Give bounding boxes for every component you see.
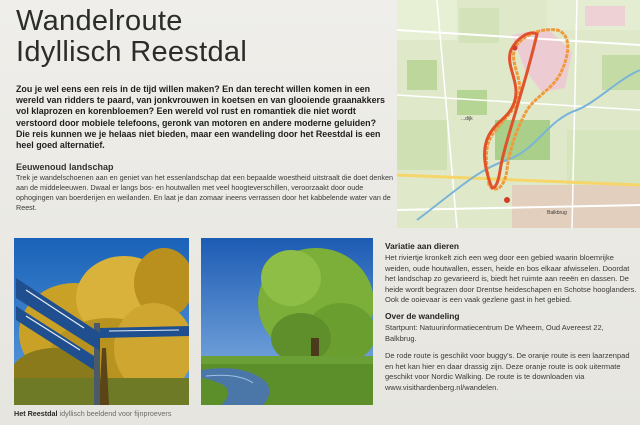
right-column [385, 241, 637, 394]
title-line-1: Wandelroute [16, 5, 183, 37]
section-body-landschap: Trek je wandelschoenen aan en geniet van het essenlandschap dat een bepaalde woestheid uitstraalt die doet denken aan de middeleeuwen. Dwaal er langs bos- en houtwallen met veel hoogteverschillen, veroorzaakt door oude ophogingen van boerderijen en weilanden. En laat je dan zomaar ineens verrassen door het kabbelende water van de Reest. [16, 173, 393, 212]
section-heading-landschap: Eeuwenoud landschap [16, 162, 114, 172]
section-heading-dieren: Variatie aan dieren [385, 241, 460, 251]
intro-paragraph: Zou je wel eens een reis in de tijd willen maken? En dan terecht willen komen in een wereld van ridders te paard, van jonkvrouwen in koetsen en van glooiende graanakkers vol klaprozen en korenbloemen? Een wereld vol rust en romantiek die niet wordt verstoord door mobiele telefoons, geronk van motoren en andere moderne geluiden? Die reis kunnen we je helaas niet bieden, maar een wandeling door het Reestdal is een heel goed alternatief. [16, 84, 385, 151]
section-body-dieren: Het riviertje kronkelt zich een weg door een gebied waarin bloemrijke weiden, oude houtwallen, essen, heide en bos elkaar afwisselen. Doordat het landschap zo gevarieerd is, biedt het ruimte aan reeën en dassen. De heide wordt begrazen door Drentse heideschapen en Schotse hooglanders. Ook de ooievaar is een vaak gezlene gast in het gebied. [385, 253, 637, 305]
section-heading-wandeling: Over de wandeling [385, 310, 460, 321]
caption-strong: Het Reestdal [14, 409, 58, 418]
map-label-balkbrug: Balkbrug [547, 210, 567, 216]
article-title [16, 6, 386, 68]
photo-signpost-tree [14, 238, 189, 405]
section-body-startpunt: Startpunt: Natuurinformatiecentrum De Wheem, Oud Avereest 22, Balkbrug. [385, 322, 604, 343]
map-label-dijk: ...dijk [461, 116, 473, 122]
section-body-routes: De rode route is geschikt voor buggy's. De oranje route is een laarzenpad en het kan hier en daar drassig zijn. Deze oranje route is ook uitermate geschikt voor Nordic Walking. De route is te downloaden via www.visithardenberg.nl/wandelen. [385, 351, 630, 392]
photo-caption [14, 409, 194, 418]
photo-river-tree [201, 238, 373, 405]
title-line-2: Idyllisch Reestdal [16, 36, 248, 68]
route-map [397, 0, 640, 228]
route-map-graphic [397, 0, 640, 228]
photo-river-graphic [201, 238, 373, 405]
photo-signpost-graphic [14, 238, 189, 405]
caption-rest: idyllisch beeldend voor fijnproevers [57, 409, 172, 418]
